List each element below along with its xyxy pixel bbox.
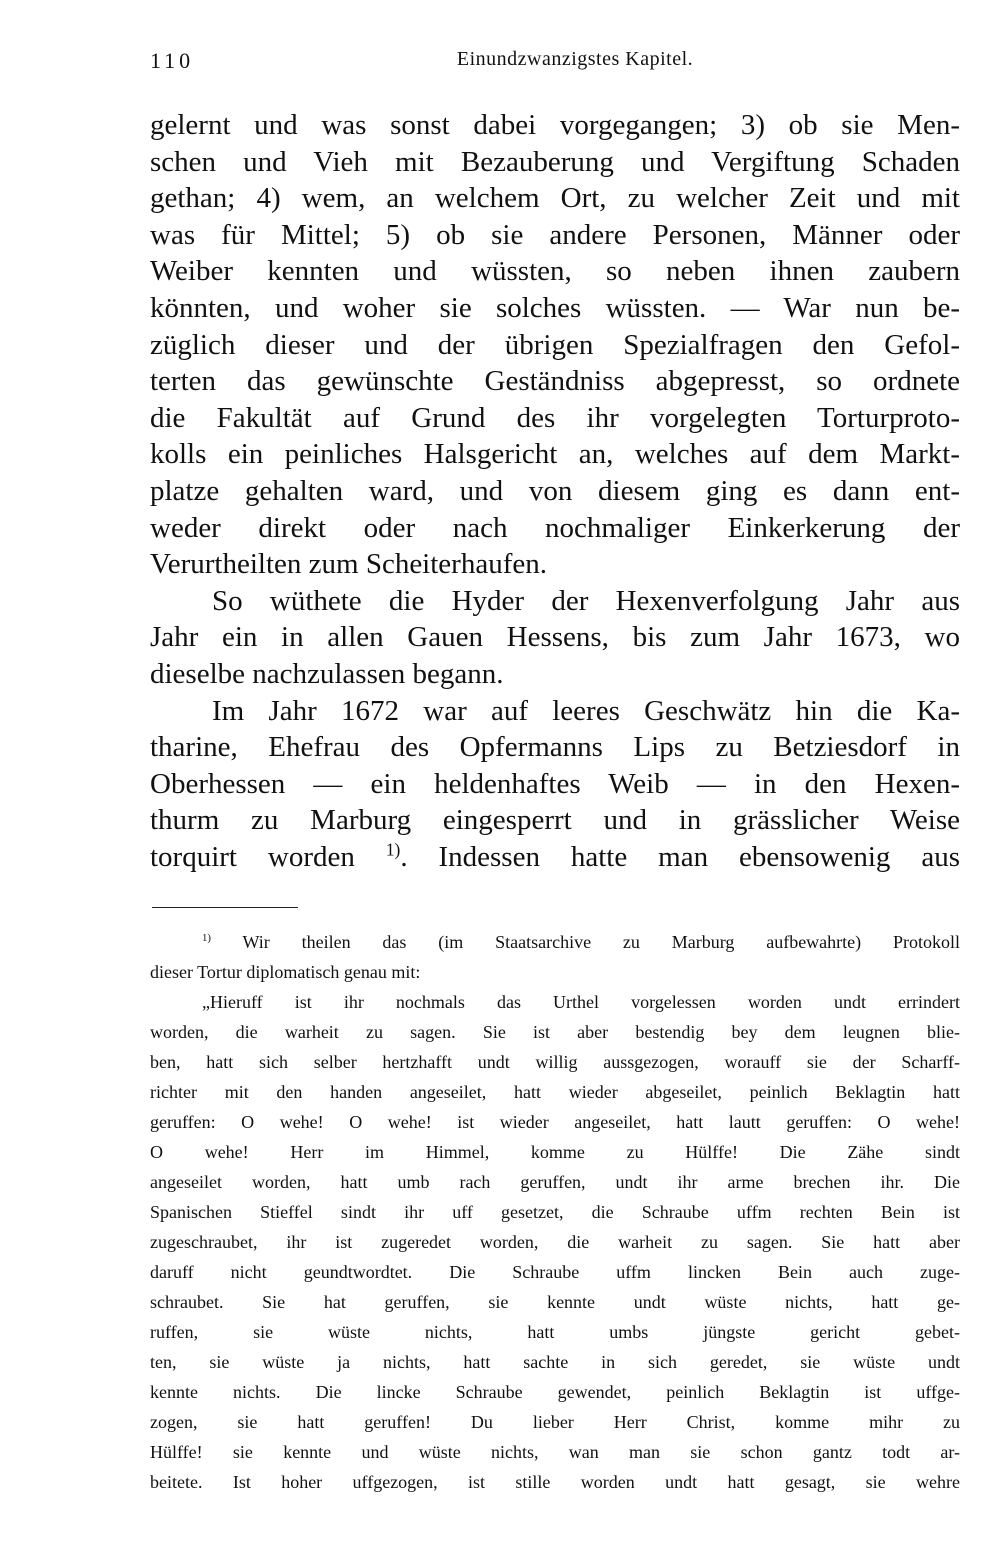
text-line: gelernt und was sonst dabei vorgegangen; 3) ob sie Men- bbox=[150, 109, 960, 141]
text-line: Verurtheilten zum Scheiterhaufen. bbox=[150, 548, 547, 581]
main-text bbox=[150, 107, 960, 875]
footnote-line: ruffen, sie wüste nichts, hatt umbs jüngste gericht gebet- bbox=[150, 1322, 960, 1342]
text-line: Jahr ein in allen Gauen Hessens, bis zum Jahr 1673, wo bbox=[150, 621, 960, 654]
footnote-line: zogen, sie hatt geruffen! Du lieber Herr Christ, komme mihr zu bbox=[150, 1412, 960, 1432]
footnote-line: Hülffe! sie kennte und wüste nichts, wan man sie schon gantz todt ar- bbox=[150, 1442, 960, 1462]
text-line: gethan; 4) wem, an welchem Ort, zu welcher Zeit und mit bbox=[150, 182, 960, 215]
footnote-marker: 1) bbox=[202, 932, 211, 944]
text-line bbox=[150, 839, 960, 876]
footnote-line: O wehe! Herr im Himmel, komme zu Hülffe! Die Zähe sindt bbox=[150, 1142, 960, 1162]
footnote-line: beitete. Ist hoher uffgezogen, ist stille worden undt hatt gesagt, sie wehre bbox=[150, 1472, 960, 1492]
page-number: 110 bbox=[150, 48, 195, 73]
text-line: züglich dieser und der übrigen Spezialfragen den Gefol- bbox=[150, 328, 960, 361]
footnote-marker: 1) bbox=[385, 839, 401, 860]
paragraph bbox=[150, 107, 960, 583]
footnote-line: geruffen: O wehe! O wehe! ist wieder angeseilet, hatt lautt geruffen: O wehe! bbox=[150, 1112, 960, 1132]
text-line: platze gehalten ward, und von diesem ging es dann ent- bbox=[150, 474, 960, 507]
footnote-line: richter mit den handen angeseilet, hatt wieder abgeseilet, peinlich Beklagtin hatt bbox=[150, 1082, 960, 1102]
running-title: Einundzwanzigstes Kapitel. bbox=[456, 48, 694, 70]
footnote-line: angeseilet worden, hatt umb rach geruffen, undt ihr arme brechen ihr. Die bbox=[150, 1172, 960, 1192]
text-line: Oberhessen — ein heldenhaftes Weib — in den Hexen- bbox=[150, 767, 960, 800]
footnote-line bbox=[150, 927, 960, 957]
text-line: könnten, und woher sie solches wüssten. — War nun be- bbox=[150, 291, 960, 324]
text-line: dieselbe nachzulassen begann. bbox=[150, 657, 504, 690]
footnote-line: kennte nichts. Die lincke Schraube gewendet, peinlich Beklagtin ist uffge- bbox=[150, 1382, 960, 1402]
footnote-line: Spanischen Stieffel sindt ihr uff gesetzet, die Schraube uffm rechten Bein ist bbox=[150, 1202, 960, 1222]
text-line: Weiber kennten und wüssten, so neben ihnen zaubern bbox=[150, 255, 960, 288]
text-line: terten das gewünschte Geständniss abgepresst, so ordnete bbox=[150, 365, 960, 398]
footnote-line: „Hieruff ist ihr nochmals das Urthel vorgelessen worden undt errindert bbox=[202, 992, 960, 1012]
footnote-divider bbox=[152, 907, 298, 908]
text-fragment: . Indessen hatte man ebensowenig aus bbox=[400, 840, 960, 873]
text-fragment: Wir theilen das (im Staatsarchive zu Marburg aufbewahrte) Protokoll bbox=[211, 932, 960, 952]
text-fragment: torquirt worden bbox=[150, 840, 355, 873]
text-line: schen und Vieh mit Bezauberung und Vergiftung Schaden bbox=[150, 145, 960, 178]
footnote-line: ben, hatt sich selber hertzhafft undt willig aussgezogen, worauff sie der Scharff- bbox=[150, 1052, 960, 1072]
footnote-line: daruff nicht geundtwordtet. Die Schraube uffm lincken Bein auch zuge- bbox=[150, 1262, 960, 1282]
footnote-line: dieser Tortur diplomatisch genau mit: bbox=[150, 962, 421, 982]
footnote-line: worden, die warheit zu sagen. Sie ist aber bestendig bey dem leugnen blie- bbox=[150, 1022, 960, 1042]
footnote-line: ten, sie wüste ja nichts, hatt sachte in sich geredet, sie wüste undt bbox=[150, 1352, 960, 1372]
footnote bbox=[150, 927, 960, 1497]
text-line: So wüthete die Hyder der Hexenverfolgung Jahr aus bbox=[212, 584, 960, 617]
page-header bbox=[150, 48, 960, 78]
text-line: Im Jahr 1672 war auf leeres Geschwätz hin die Ka- bbox=[212, 694, 960, 727]
paragraph bbox=[150, 583, 960, 693]
text-line: was für Mittel; 5) ob sie andere Personen, Männer oder bbox=[150, 218, 960, 251]
text-line: die Fakultät auf Grund des ihr vorgelegten Torturproto- bbox=[150, 401, 960, 434]
text-line: thurm zu Marburg eingesperrt und in grässlicher Weise bbox=[150, 804, 960, 837]
footnote-line: schraubet. Sie hat geruffen, sie kennte undt wüste nichts, hatt ge- bbox=[150, 1292, 960, 1312]
text-line: kolls ein peinliches Halsgericht an, welches auf dem Markt- bbox=[150, 438, 960, 471]
paragraph bbox=[150, 693, 960, 876]
text-line: tharine, Ehefrau des Opfermanns Lips zu Betziesdorf in bbox=[150, 731, 960, 764]
footnote-line: zugeschraubet, ihr ist zugeredet worden, die warheit zu sagen. Sie hatt aber bbox=[150, 1232, 960, 1252]
text-line: weder direkt oder nach nochmaliger Einkerkerung der bbox=[150, 511, 960, 544]
